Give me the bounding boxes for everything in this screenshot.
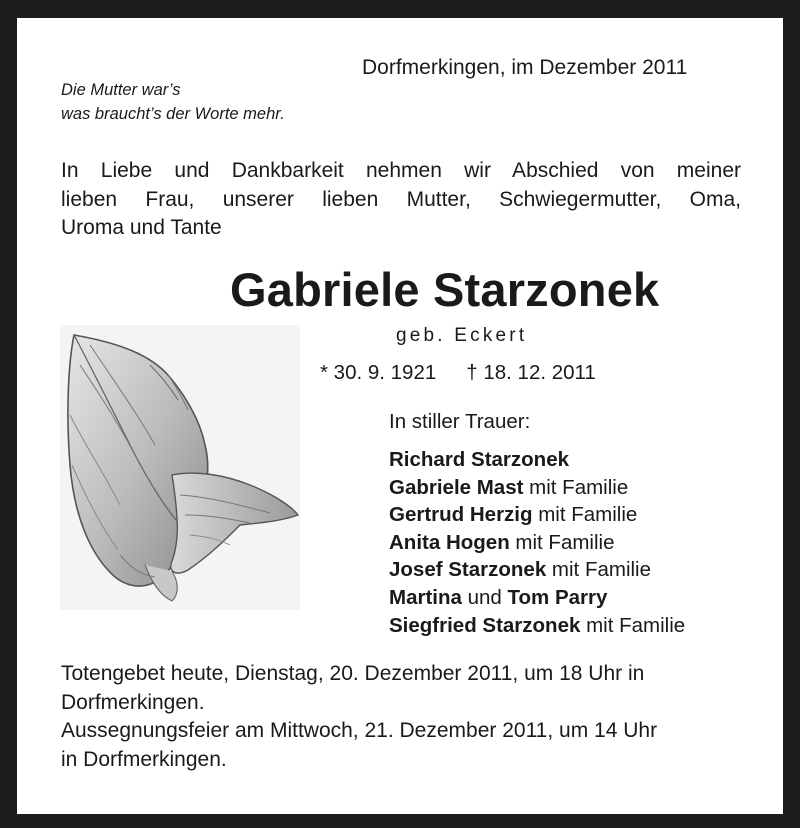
motto: [61, 78, 285, 126]
mourner-item: [389, 529, 685, 557]
mourner-suffix: mit Familie: [509, 530, 615, 554]
mourner-name: Josef Starzonek: [389, 558, 547, 582]
mourner-item: [389, 584, 685, 612]
notes-line-1: Totengebet heute, Dienstag, 20. Dezember 2011, um 18 Uhr in: [61, 662, 645, 685]
mourner-connector: und: [461, 585, 508, 609]
notes-line-3: Aussegnungsfeier am Mittwoch, 21. Dezember 2011, um 14 Uhr: [61, 719, 658, 742]
life-dates: [320, 361, 596, 385]
mourner-item: [389, 474, 685, 502]
mourner-name: Gertrud Herzig: [389, 503, 533, 527]
mourner-item: [389, 556, 685, 584]
mourner-name: Siegfried Starzonek: [389, 613, 581, 637]
mourner-name: Tom Parry: [507, 585, 608, 609]
intro-text: [61, 157, 741, 243]
mourner-name: Richard Starzonek: [389, 448, 569, 471]
deceased-name: Gabriele Starzonek: [230, 263, 660, 316]
praying-hands-icon: [60, 325, 300, 610]
mourner-list: [389, 446, 685, 639]
mourner-name: Anita Hogen: [389, 530, 510, 554]
mourner-item: [389, 612, 685, 640]
mourning-heading: In stiller Trauer:: [389, 410, 531, 433]
mourner-suffix: mit Familie: [580, 613, 686, 637]
death-date: † 18. 12. 2011: [466, 361, 596, 384]
born-name: geb. Eckert: [396, 325, 528, 346]
intro-line-2: lieben Frau, unserer lieben Mutter, Schwiegermutter, Oma,: [61, 187, 741, 211]
motto-line-2: was braucht’s der Worte mehr.: [61, 105, 285, 123]
mourner-suffix: mit Familie: [523, 475, 629, 499]
intro-line-3: Uroma und Tante: [61, 216, 222, 239]
notes-line-4: in Dorfmerkingen.: [61, 747, 227, 771]
mourner-suffix: mit Familie: [546, 558, 652, 582]
mourner-item: [389, 501, 685, 529]
service-notes: [61, 660, 741, 774]
place-date: Dorfmerkingen, im Dezember 2011: [362, 56, 688, 79]
mourner-name: Martina: [389, 585, 462, 609]
birth-date: * 30. 9. 1921: [320, 361, 437, 384]
mourner-item: [389, 446, 685, 474]
intro-line-1: In Liebe und Dankbarkeit nehmen wir Abschied von meiner: [61, 159, 741, 182]
mourner-name: Gabriele Mast: [389, 475, 524, 499]
motto-line-1: Die Mutter war’s: [61, 81, 181, 99]
mourner-suffix: mit Familie: [532, 503, 638, 527]
notes-line-2: Dorfmerkingen.: [61, 690, 205, 714]
